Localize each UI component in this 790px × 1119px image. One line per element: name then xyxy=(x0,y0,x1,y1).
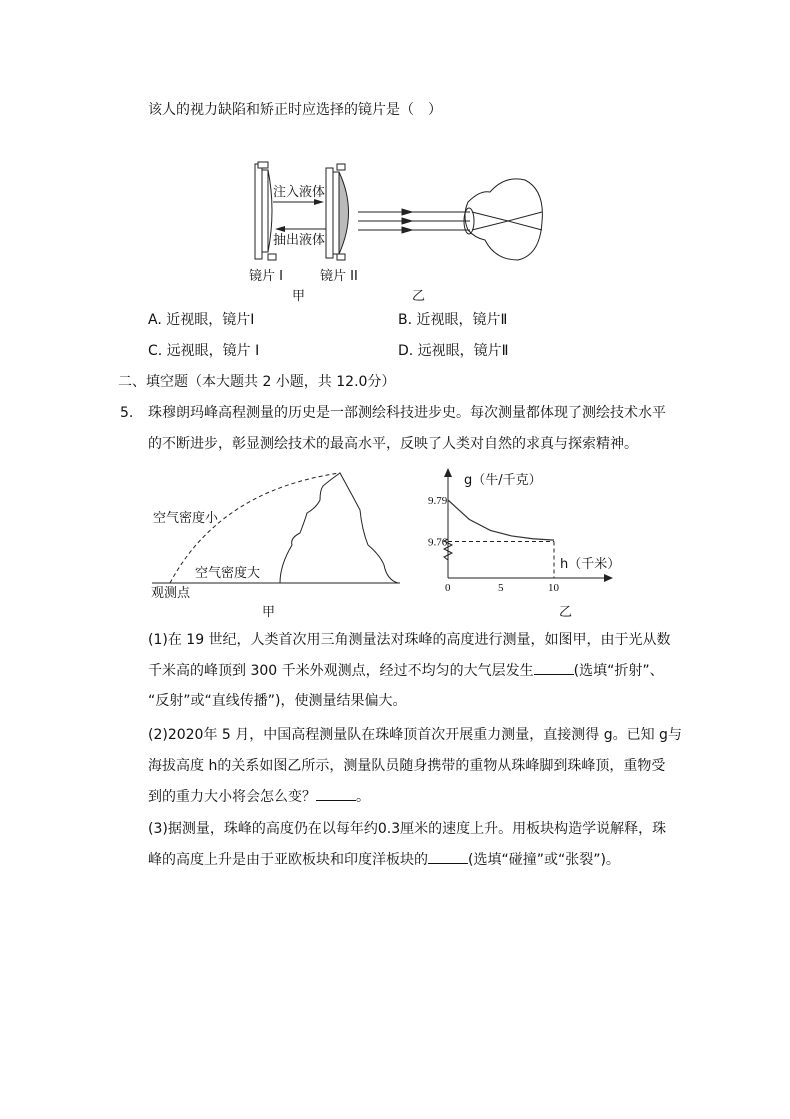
answer-blank-3[interactable] xyxy=(428,851,468,864)
text: 千米高的峰顶到 300 千米外观测点，经过不均匀的大气层发生 xyxy=(148,663,534,679)
option-b[interactable] xyxy=(398,311,507,329)
x-tick-label: 0 xyxy=(445,582,451,594)
mountain-icon xyxy=(280,473,398,583)
option-c[interactable] xyxy=(148,342,259,360)
option-label: D. xyxy=(398,343,414,359)
text: 到的重力大小将会怎么变？ xyxy=(148,789,316,805)
text: (选填“折射”、 xyxy=(573,663,664,679)
option-text: 远视眼，镜片 I xyxy=(166,343,260,359)
low-density-label: 空气密度小 xyxy=(153,511,219,526)
caption-yi: 乙 xyxy=(559,605,573,620)
text: 。 xyxy=(356,789,370,805)
sub3-line1: (3)据测量，珠峰的高度仍在以每年约0.3厘米的速度上升。用板块构造学说解释，珠 xyxy=(148,821,667,837)
text: 峰的高度上升是由于亚欧板块和印度洋板块的 xyxy=(148,852,428,868)
sub1-line3: “反射”或“直线传播”)，使测量结果偏大。 xyxy=(148,693,407,709)
eye-icon xyxy=(464,179,542,260)
option-text: 近视眼，镜片Ⅰ xyxy=(166,312,255,328)
q5-stem-line2: 的不断进步，彰显测绘技术的最高水平，反映了人类对自然的求真与探索精神。 xyxy=(148,436,638,452)
extract-label: 抽出液体 xyxy=(273,233,326,248)
high-density-label: 空气密度大 xyxy=(195,566,261,581)
sub1-line2 xyxy=(148,662,664,680)
sub1-line1: (1)在 19 世纪，人类首次用三角测量法对珠峰的高度进行测量，如图甲，由于光从数 xyxy=(148,632,671,648)
sub2-line1: (2)2020年 5 月，中国高程测量队在珠峰顶首次开展重力测量，直接测得 g。已知 g与 xyxy=(148,727,682,743)
sub2-line2: 海拔高度 h的关系如图乙所示，测量队员随身携带的重物从珠峰脚到珠峰顶，重物受 xyxy=(148,758,666,774)
caption-jia: 甲 xyxy=(292,289,306,304)
y-tick-label: 9.76 xyxy=(428,536,448,549)
x-axis-label: h（千米） xyxy=(560,557,620,572)
q4-stem: 该人的视力缺陷和矫正时应选择的镜片是（ ） xyxy=(148,102,442,118)
figure-jia xyxy=(140,460,410,620)
q5-number: 5. xyxy=(120,405,134,421)
option-label: B. xyxy=(398,312,413,328)
light-rays xyxy=(358,209,470,233)
option-label: C. xyxy=(148,343,163,359)
option-text: 远视眼，镜片Ⅱ xyxy=(417,343,509,359)
x-tick-label: 5 xyxy=(498,582,504,594)
answer-blank-1[interactable] xyxy=(534,662,574,675)
lens-1-label: 镜片 I xyxy=(249,269,283,284)
q4-figure xyxy=(240,150,560,310)
option-label: A. xyxy=(148,312,162,328)
q5-stem-line1: 珠穆朗玛峰高程测量的历史是一部测绘科技进步史。每次测量都体现了测绘技术水平 xyxy=(148,405,666,421)
option-text: 近视眼，镜片Ⅱ xyxy=(416,312,508,328)
y-axis-label: g（牛/千克） xyxy=(464,473,542,488)
figure-yi-chart xyxy=(420,460,620,620)
x-tick-label: 10 xyxy=(548,582,559,594)
caption-jia: 甲 xyxy=(262,605,276,620)
g-curve xyxy=(448,500,554,540)
y-tick-label: 9.79 xyxy=(428,495,448,507)
text: (选填“碰撞”或“张裂”)。 xyxy=(468,852,620,868)
sub2-line3 xyxy=(148,788,370,806)
sub3-line2 xyxy=(148,851,620,869)
lens-2-label: 镜片 II xyxy=(320,269,358,284)
lens-2-icon xyxy=(326,164,349,260)
answer-blank-2[interactable] xyxy=(316,788,356,801)
observation-label: 观测点 xyxy=(151,586,191,601)
section-heading: 二、填空题（本大题共 2 小题，共 12.0分） xyxy=(118,374,396,390)
option-d[interactable] xyxy=(398,342,509,360)
inject-label: 注入液体 xyxy=(273,185,326,200)
caption-yi: 乙 xyxy=(412,289,426,304)
option-a[interactable] xyxy=(148,311,254,329)
